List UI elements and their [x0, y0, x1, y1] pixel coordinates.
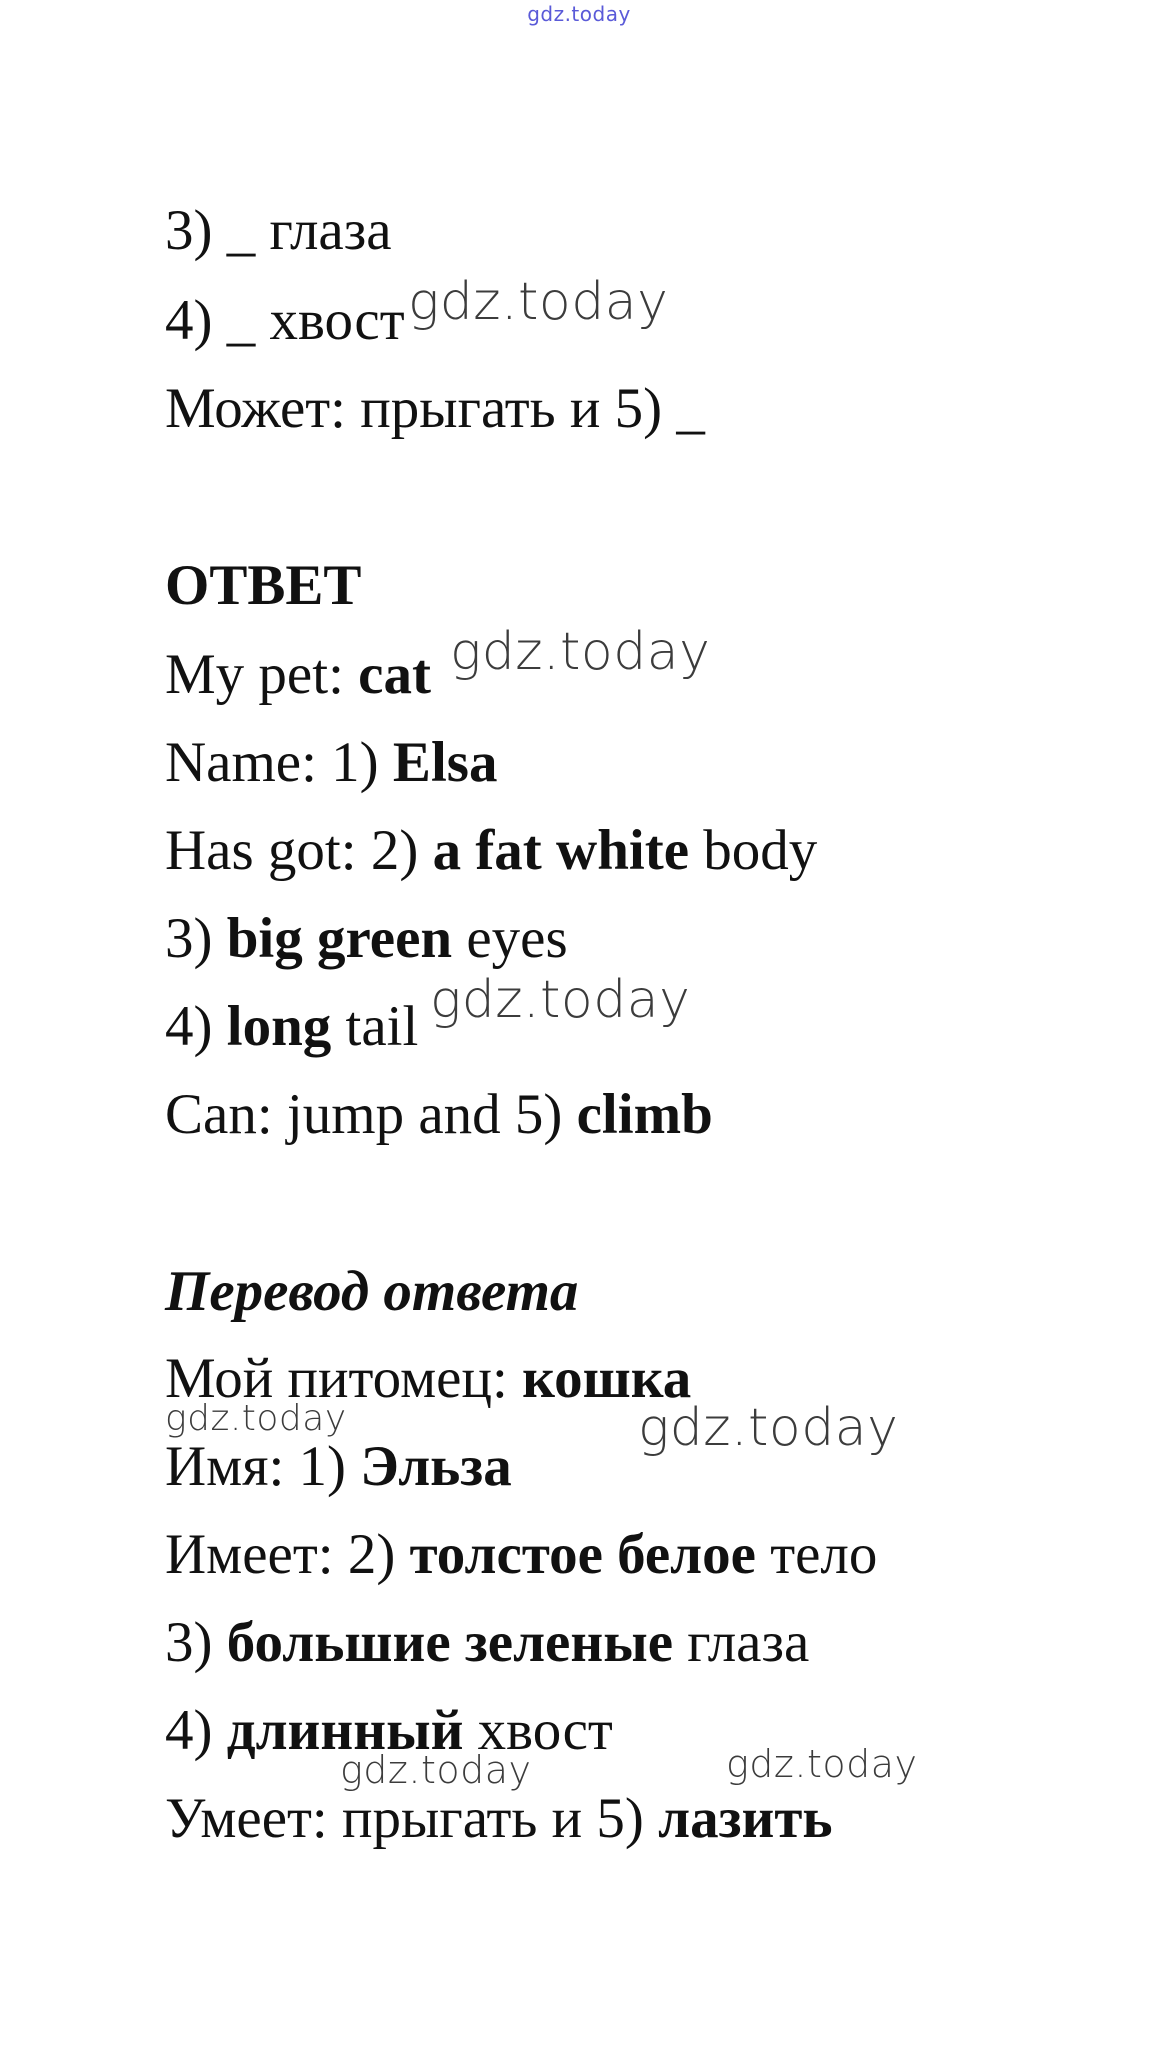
task-line-can: Может: прыгать и 5) _	[165, 377, 705, 440]
watermark: gdz.today	[165, 1398, 347, 1439]
watermark: gdz.today	[430, 970, 691, 1030]
answer-line-can: Can: jump and 5) climb	[165, 1083, 713, 1146]
answer-line-body: Has got: 2) a fat white body	[165, 819, 818, 882]
translation-line-eyes: 3) большие зеленые глаза	[165, 1611, 810, 1674]
translation-line-tail: 4) длинный хвост	[165, 1699, 613, 1762]
translation-line-name: Имя: 1) Эльза	[165, 1435, 512, 1498]
watermark: gdz.today	[340, 1748, 532, 1792]
answer-line-name: Name: 1) Elsa	[165, 731, 498, 794]
task-line-tail: 4) _ хвост	[165, 289, 405, 352]
task-line-eyes: 3) _ глаза	[165, 199, 392, 262]
answer-line-pet: My pet: cat	[165, 643, 431, 706]
answer-heading: ОТВЕТ	[165, 554, 362, 617]
translation-line-pet: Мой питомец: кошка	[165, 1347, 692, 1410]
header-watermark: gdz.today	[527, 2, 631, 26]
translation-line-body: Имеет: 2) толстое белое тело	[165, 1523, 878, 1586]
watermark: gdz.today	[726, 1742, 918, 1786]
watermark: gdz.today	[408, 272, 669, 332]
answer-line-eyes: 3) big green eyes	[165, 907, 568, 970]
translation-heading: Перевод ответа	[165, 1260, 579, 1323]
watermark: gdz.today	[638, 1398, 899, 1458]
answer-line-tail: 4) long tail	[165, 995, 419, 1058]
translation-line-can: Умеет: прыгать и 5) лазить	[165, 1787, 833, 1850]
watermark: gdz.today	[450, 622, 711, 682]
